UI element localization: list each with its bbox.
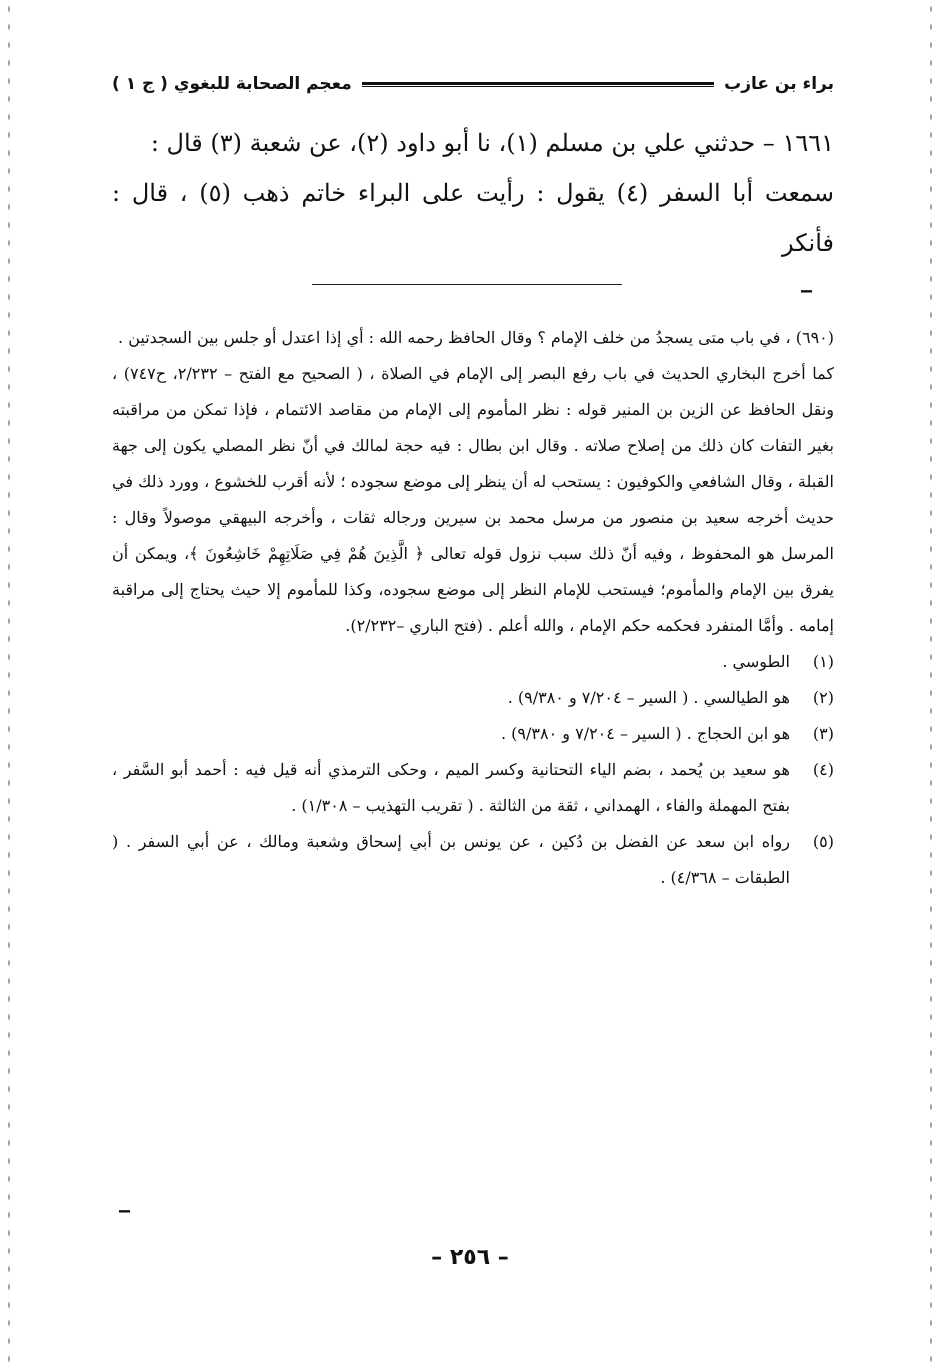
- footnote-separator: [312, 284, 622, 285]
- footnote-continuation-1: (٦٩٠) ، في باب متى يسجدُ من خلف الإمام ؟ وقال الحافظ رحمه الله : أي إذا اعتدل أو جلس بين السجدتين .: [118, 328, 834, 347]
- footnote-2: [112, 680, 834, 716]
- footnote-3: [112, 716, 834, 752]
- main-text-line-2: سمعت أبا السفر (٤) يقول : رأيت على البراء خاتم ذهب (٥) ، قال : فأنكر: [112, 179, 835, 257]
- main-text-line-1: ١٦٦١ – حدثني علي بن مسلم (١)، نا أبو داود (٢)، عن شعبة (٣) قال :: [150, 129, 834, 157]
- footnote-number: (٢): [812, 688, 834, 707]
- page-number: – ٢٥٦ –: [431, 1245, 509, 1270]
- footnote-text: الطوسي .: [722, 652, 790, 671]
- main-text: [112, 118, 834, 268]
- footnote-4: [112, 752, 834, 824]
- dash-mark-top: --: [800, 280, 811, 301]
- scan-edge-dots-right: [928, 0, 934, 1369]
- footnote-continuation-2: كما أخرج البخاري الحديث في باب رفع البصر إلى الإمام في الصلاة ، ( الصحيح مع الفتح – ٢/٢٣٢، ح٧٤٧) ، ونقل الحافظ عن الزين بن المنير قوله : نظر المأموم إلى الإمام من مقاصد الائتمام ، فإذا تمكن من مراقبته بغير التفات كان ذلك من إصلاح صلاته . وقال ابن بطال : فيه حجة لمالك في أنّ نظر المصلي يكون إلى جهة القبلة ، وقال الشافعي والكوفيون : يستحب له أن ينظر إلى موضع سجوده ؛ لأنه أقرب للخشوع ، وورد ذلك في حديث أخرجه سعيد بن منصور من مرسل محمد بن سيرين ورجاله ثقات ، وأخرجه البيهقي موصولاً وقال : المرسل هو المحفوظ ، وفيه أنّ ذلك سبب نزول قوله تعالى ﴿ الَّذِينَ هُمْ فِي صَلَاتِهِمْ خَاشِعُونَ ﴾، ويمكن أن يفرق بين الإمام والمأموم؛ فيستحب للإمام النظر إلى موضع سجوده، وكذا للمأموم إلا حيث يحتاج إلى مراقبة إمامه . وأمَّا المنفرد فحكمه حكم الإمام ، والله أعلم . (فتح الباري –٢/٢٣٢).: [112, 364, 835, 635]
- footnote-1: [112, 644, 834, 680]
- footnote-text: هو ابن الحجاج . ( السير – ٧/٢٠٤ و ٩/٣٨٠) .: [501, 724, 790, 743]
- book-title: معجم الصحابة للبغوي ( ج ١ ): [112, 74, 352, 94]
- footnote-text: هو الطيالسي . ( السير – ٧/٢٠٤ و ٩/٣٨٠) .: [507, 688, 790, 707]
- footnote-number: (٥): [812, 832, 834, 851]
- footnote-number: (٣): [812, 724, 834, 743]
- footnote-number: (١): [812, 652, 834, 671]
- header-rule: [362, 82, 714, 87]
- footnote-text: هو سعيد بن يُحمد ، بضم الياء التحتانية وكسر الميم ، وحكى الترمذي أنه قيل فيه : أحمد أبو السَّفر ، بفتح المهملة والفاء ، الهمداني ، ثقة من الثالثة . ( تقريب التهذيب – ١/٣٠٨) .: [112, 760, 790, 815]
- dash-mark-bottom: --: [118, 1200, 129, 1221]
- scan-edge-dots-left: [6, 0, 12, 1369]
- footnotes-block: [112, 320, 834, 896]
- footnote-5: [112, 824, 834, 896]
- running-header: [112, 64, 834, 104]
- section-title: براء بن عازب: [724, 74, 834, 94]
- footnote-text: رواه ابن سعد عن الفضل بن دُكين ، عن يونس بن أبي إسحاق وشعبة ومالك ، عن أبي السفر . ( الطبقات – ٤/٣٦٨) .: [112, 832, 790, 887]
- footnote-number: (٤): [812, 760, 834, 779]
